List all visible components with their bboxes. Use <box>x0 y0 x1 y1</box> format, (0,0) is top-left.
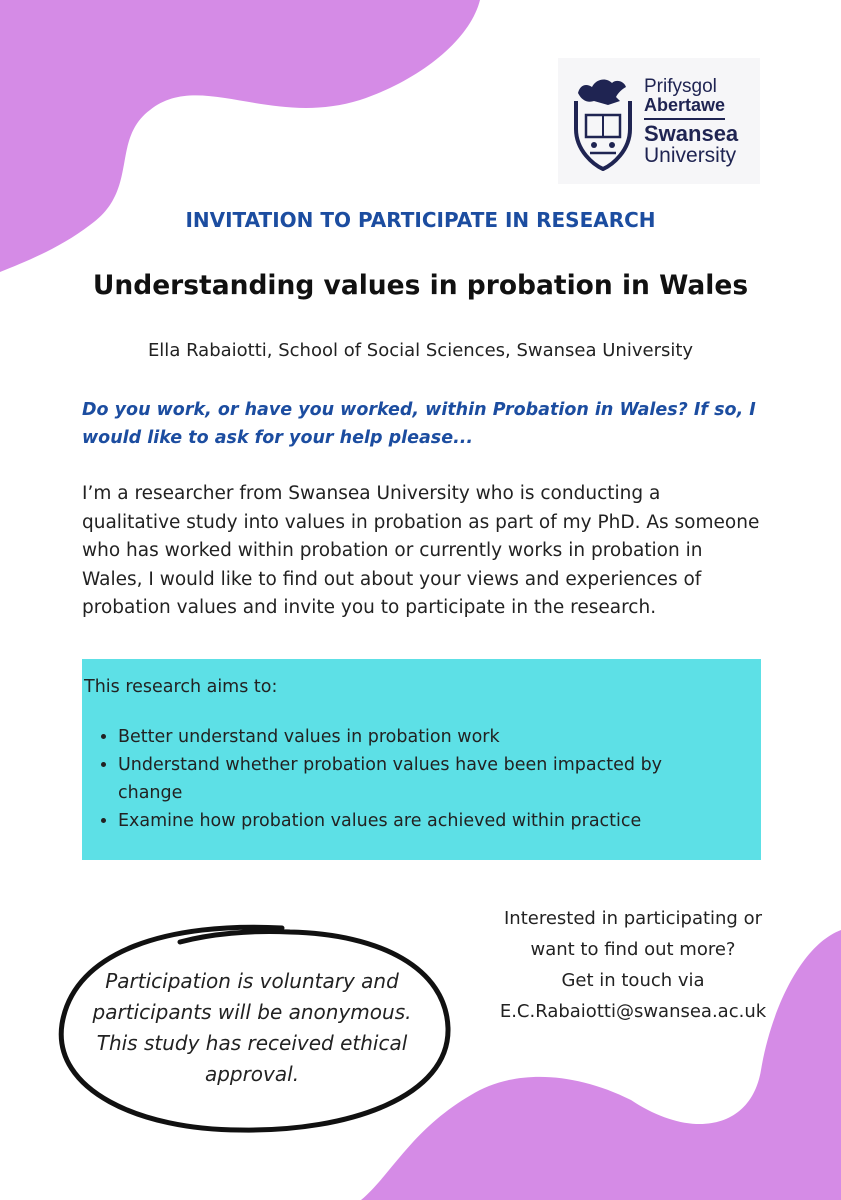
aims-box <box>82 659 761 860</box>
contact-line-3: Get in touch via <box>561 970 705 991</box>
intro-paragraph: I’m a researcher from Swansea University who is conducting a qualitative study into values in probation as part of my PhD. As someone who has worked within probation or currently works in probation in Wales, I would like to find out about your views and experiences of probation values and invite you to participate in the research. <box>82 483 760 618</box>
aims-list-item: • Understand whether probation values have been impacted by change <box>118 751 761 807</box>
contact-block <box>478 903 788 1027</box>
contact-line-2: want to find out more? <box>530 939 736 960</box>
logo-line-prifysgol: Prifysgol <box>644 75 717 97</box>
top-left-blob <box>0 0 490 280</box>
aims-heading: This research aims to: <box>84 677 278 697</box>
invitation-heading: INVITATION TO PARTICIPATE IN RESEARCH <box>185 208 656 232</box>
question-text: Do you work, or have you worked, within Probation in Wales? If so, I would like to ask for your help please... <box>82 400 756 448</box>
crest-icon <box>572 71 634 171</box>
aims-list-item: • Better understand values in probation work <box>118 723 761 751</box>
university-logo <box>558 58 760 184</box>
aims-list <box>84 723 761 835</box>
aims-list-item: • Examine how probation values are achieved within practice <box>118 807 761 835</box>
participation-note: Participation is voluntary and participants will be anonymous. This study has received ethical approval. <box>92 969 412 1086</box>
logo-line-abertawe: Abertawe <box>644 96 725 120</box>
contact-line-1: Interested in participating or <box>503 908 762 929</box>
logo-wordmark <box>644 77 738 166</box>
author-line: Ella Rabaiotti, School of Social Sciences, Swansea University <box>147 340 694 361</box>
logo-line-swansea: Swansea <box>644 120 739 146</box>
contact-email[interactable]: E.C.Rabaiotti@swansea.ac.uk <box>499 1001 767 1022</box>
page-title: Understanding values in probation in Wales <box>92 270 749 301</box>
logo-line-university: University <box>644 143 737 167</box>
